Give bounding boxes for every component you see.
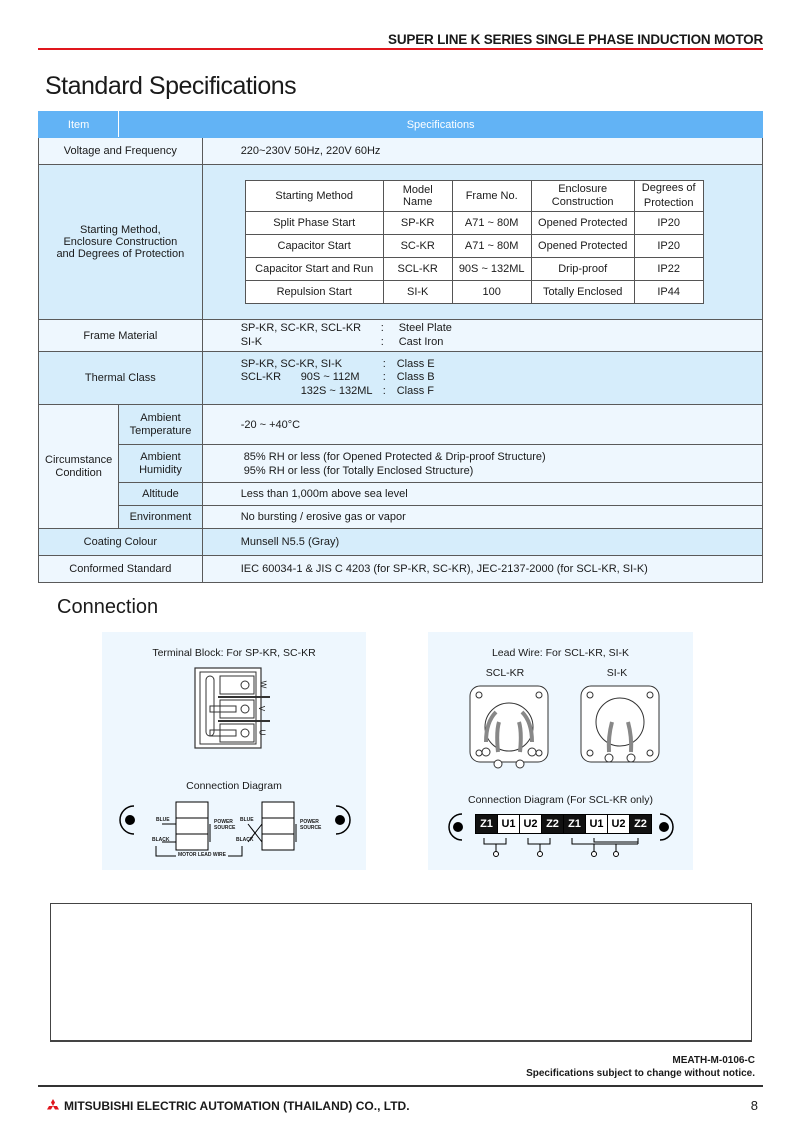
column-header-specifications: Specifications: [119, 112, 763, 138]
inner-header-row: [245, 181, 703, 212]
change-notice: Specifications subject to change without notice.: [526, 1068, 755, 1079]
footer-company: [45, 1099, 410, 1113]
row-value: -20 ~ +40°C: [202, 405, 762, 445]
class-value: Class B: [396, 371, 435, 384]
label-line: Condition: [55, 466, 102, 479]
value-line: 85% RH or less (for Opened Protected & Drip-proof Structure): [243, 450, 546, 463]
label-line: and Degrees of Protection: [56, 248, 185, 260]
sub-label: Environment: [119, 506, 202, 529]
inner-cell: Opened Protected: [531, 212, 634, 235]
inner-header: Enclosure Construction: [531, 181, 634, 212]
row-value: IEC 60034-1 & JIS C 4203 (for SP-KR, SC-KR), JEC-2137-2000 (for SCL-KR, SI-K): [202, 556, 762, 583]
notes-box: [50, 903, 752, 1042]
terminal-label-w: W: [258, 680, 268, 689]
starting-method-table: [245, 180, 704, 304]
inner-cell: SC-KR: [383, 235, 452, 258]
lead-wire-panel: [428, 632, 693, 870]
sub-label: [119, 445, 202, 483]
inner-cell: A71 ~ 80M: [452, 212, 531, 235]
label-line: Temperature: [129, 424, 192, 437]
row-ambient-temperature: [39, 405, 763, 445]
model-list: SP-KR, SC-KR, SCL-KR: [240, 322, 362, 334]
label-line: POWER: [300, 819, 319, 825]
company-name: MITSUBISHI ELECTRIC AUTOMATION (THAILAND) CO., LTD.: [64, 1099, 410, 1113]
inner-cell: Drip-proof: [531, 258, 634, 281]
label-line: Enclosure Construction: [63, 236, 178, 248]
row-value: [202, 445, 762, 483]
row-label: Thermal Class: [39, 352, 203, 405]
connection-title: Connection: [57, 596, 159, 618]
row-label: Coating Colour: [39, 529, 203, 556]
terminal-strip-left: [476, 814, 564, 834]
row-voltage: [39, 138, 763, 165]
inner-cell: SCL-KR: [383, 258, 452, 281]
terminal-label-v: V: [257, 705, 267, 712]
label-line: POWER: [214, 819, 233, 825]
inner-header: Degrees of Protection: [634, 181, 703, 212]
inner-cell: IP22: [634, 258, 703, 281]
circumstance-label: [39, 405, 119, 529]
inner-cell: A71 ~ 80M: [452, 235, 531, 258]
column-header-item: Item: [39, 112, 119, 138]
spec-table-header: [39, 112, 763, 138]
terminal-z2: Z2: [629, 814, 652, 834]
terminal-strip-right: [564, 814, 652, 834]
terminal-label-u: U: [257, 729, 267, 736]
power-source-label-right: [300, 819, 321, 831]
terminal-z1: Z1: [475, 814, 498, 834]
class-value: Class F: [396, 384, 434, 397]
si-k-label: SI-K: [606, 667, 628, 679]
scl-kr-label: SCL-KR: [485, 667, 525, 679]
header-rule: [38, 48, 763, 50]
document-reference: [526, 1054, 755, 1080]
sub-label: Altitude: [119, 483, 202, 506]
label-line: Humidity: [139, 463, 182, 476]
inner-cell: Split Phase Start: [245, 212, 383, 235]
value-line: 95% RH or less (for Totally Enclosed Structure): [243, 464, 474, 477]
terminal-z2: Z2: [541, 814, 564, 834]
row-label: [39, 165, 203, 320]
class-value: Class E: [396, 357, 435, 370]
inner-cell: Capacitor Start: [245, 235, 383, 258]
inner-row: [245, 235, 703, 258]
inner-cell: 90S ~ 132ML: [452, 258, 531, 281]
motor-lead-wire-label: MOTOR LEAD WIRE: [178, 852, 226, 858]
wire-label-blue-2: BLUE: [240, 817, 254, 823]
terminal-block-illustration: [190, 664, 280, 764]
inner-cell: 100: [452, 281, 531, 304]
row-starting-method: [39, 165, 763, 320]
row-altitude: [39, 483, 763, 506]
row-thermal-class: [39, 352, 763, 405]
row-value: Less than 1,000m above sea level: [202, 483, 762, 506]
material-value: Cast Iron: [398, 335, 444, 348]
row-coating-colour: [39, 529, 763, 556]
terminal-z1: Z1: [563, 814, 586, 834]
inner-row: [245, 281, 703, 304]
row-value: [202, 320, 762, 352]
label-line: SOURCE: [214, 825, 236, 831]
footer-rule: [38, 1085, 763, 1087]
page-title: Standard Specifications: [45, 72, 297, 100]
row-label: Frame Material: [39, 320, 203, 352]
label-line: SOURCE: [300, 825, 322, 831]
document-code: MEATH-M-0106-C: [672, 1055, 755, 1066]
inner-cell: IP44: [634, 281, 703, 304]
model-list: SI-K: [240, 335, 263, 348]
inner-row: [245, 212, 703, 235]
row-frame-material: [39, 320, 763, 352]
row-environment: [39, 506, 763, 529]
label-line: Starting Method,: [79, 224, 161, 236]
model-list: SCL-KR: [240, 371, 282, 384]
inner-row: [245, 258, 703, 281]
inner-cell: Opened Protected: [531, 235, 634, 258]
row-label: Conformed Standard: [39, 556, 203, 583]
inner-cell: IP20: [634, 235, 703, 258]
material-value: Steel Plate: [398, 322, 452, 334]
separator: :: [382, 371, 386, 384]
row-value: Munsell N5.5 (Gray): [202, 529, 762, 556]
row-value: 220~230V 50Hz, 220V 60Hz: [202, 138, 762, 165]
inner-cell: IP20: [634, 212, 703, 235]
frame-range: 90S ~ 112M: [300, 371, 360, 384]
label-line: Ambient: [140, 450, 181, 463]
page-number: 8: [750, 1098, 758, 1113]
separator: :: [380, 322, 384, 334]
row-conformed-standard: [39, 556, 763, 583]
mitsubishi-logo-icon: [45, 1099, 61, 1113]
row-value: No bursting / erosive gas or vapor: [202, 506, 762, 529]
inner-cell: Repulsion Start: [245, 281, 383, 304]
frame-range: 132S ~ 132ML: [300, 384, 373, 397]
terminal-u1: U1: [585, 814, 608, 834]
model-list: [241, 385, 301, 399]
separator: :: [382, 384, 386, 397]
lead-wire-caption: Lead Wire: For SCL-KR, SI-K: [491, 647, 630, 659]
lead-diagram-caption: Connection Diagram (For SCL-KR only): [468, 794, 653, 806]
power-source-label-left: [214, 819, 235, 831]
wire-label-black: BLACK: [152, 837, 170, 843]
wire-label-blue: BLUE: [156, 817, 170, 823]
inner-cell: Capacitor Start and Run: [245, 258, 383, 281]
inner-header: Frame No.: [452, 181, 531, 212]
spec-table: [38, 111, 763, 583]
terminal-diagram-caption: Connection Diagram: [186, 780, 282, 792]
sub-label: [119, 405, 202, 445]
inner-cell: Totally Enclosed: [531, 281, 634, 304]
terminal-u2: U2: [607, 814, 630, 834]
model-list: SP-KR, SC-KR, SI-K: [240, 357, 343, 370]
terminal-block-panel: [102, 632, 366, 870]
label-line: Circumstance: [45, 453, 113, 466]
row-ambient-humidity: [39, 445, 763, 483]
inner-cell: SP-KR: [383, 212, 452, 235]
row-value: [202, 352, 762, 405]
terminal-block-caption: Terminal Block: For SP-KR, SC-KR: [152, 647, 316, 659]
lead-wire-illustration: [466, 682, 666, 782]
series-title: SUPER LINE K SERIES SINGLE PHASE INDUCTION MOTOR: [388, 32, 763, 47]
terminal-u2: U2: [519, 814, 542, 834]
separator: :: [382, 357, 386, 370]
terminal-u1: U1: [497, 814, 520, 834]
row-label: Voltage and Frequency: [39, 138, 203, 165]
inner-header: Model Name: [383, 181, 452, 212]
label-line: Ambient: [140, 411, 181, 424]
inner-cell: SI-K: [383, 281, 452, 304]
wire-label-black-2: BLACK: [236, 837, 254, 843]
inner-header: Starting Method: [245, 181, 383, 212]
separator: :: [380, 335, 384, 348]
